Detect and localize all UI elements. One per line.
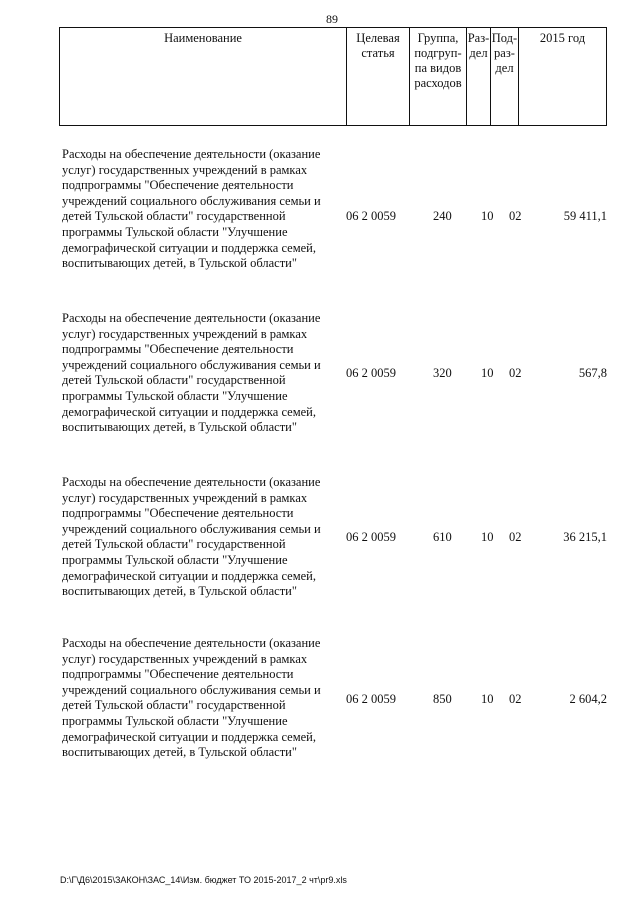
footer-file-path: D:\Г\Д6\2015\ЗАКОН\ЗАС_14\Изм. бюджет ТО 2015-2017_2 чт\pr9.xls [60,875,347,885]
header-group-line: расходов [414,76,462,90]
row-section: 10 [481,366,494,380]
header-expense-group [409,28,466,125]
row-amount: 567,8 [578,366,607,380]
row-name: Расходы на обеспечение деятельности (оказание услуг) государственных учреждений в рамках подпрограммы "Обеспечение деятельности учреждений социального обслуживания семьи и детей Тульской области" государственной программы Тульской области "Улучшение демографической ситуации и поддержка семей, воспитывающих детей, в Тульской области" [62,475,321,599]
header-section-line: дел [469,46,488,60]
header-target-line: статья [361,46,395,60]
row-expense-group: 610 [433,530,452,544]
header-target-line: Целевая [356,31,400,45]
page-number: 89 [326,12,338,26]
header-target-article [346,28,409,125]
row-amount: 59 411,1 [563,209,607,223]
table-header [59,27,607,126]
row-amount: 36 215,1 [563,530,607,544]
header-group-line: па видов [414,61,462,75]
row-section: 10 [481,692,494,706]
row-expense-group: 320 [433,366,452,380]
header-group-line: подгруп- [414,46,462,60]
row-section: 10 [481,530,494,544]
header-subsection-line: раз- [494,46,515,60]
row-section: 10 [481,209,494,223]
row-subsection: 02 [509,692,522,706]
row-target-code: 06 2 0059 [346,692,396,706]
header-section [466,28,490,125]
row-name: Расходы на обеспечение деятельности (оказание услуг) государственных учреждений в рамках подпрограммы "Обеспечение деятельности учреждений социального обслуживания семьи и детей Тульской области" государственной программы Тульской области "Улучшение демографической ситуации и поддержка семей, воспитывающих детей, в Тульской области" [62,147,321,271]
row-subsection: 02 [509,530,522,544]
header-group-line: Группа, [417,31,459,45]
row-name: Расходы на обеспечение деятельности (оказание услуг) государственных учреждений в рамках подпрограммы "Обеспечение деятельности учреждений социального обслуживания семьи и детей Тульской области" государственной программы Тульской области "Улучшение демографической ситуации и поддержка семей, воспитывающих детей, в Тульской области" [62,636,321,760]
row-expense-group: 240 [433,209,452,223]
row-subsection: 02 [509,209,522,223]
header-subsection-line: дел [495,61,514,75]
row-amount: 2 604,2 [569,692,607,706]
header-year: 2015 год [518,28,606,125]
row-target-code: 06 2 0059 [346,530,396,544]
header-name: Наименование [164,31,242,45]
row-name: Расходы на обеспечение деятельности (оказание услуг) государственных учреждений в рамках подпрограммы "Обеспечение деятельности учреждений социального обслуживания семьи и детей Тульской области" государственной программы Тульской области "Улучшение демографической ситуации и поддержка семей, воспитывающих детей, в Тульской области" [62,311,321,435]
row-expense-group: 850 [433,692,452,706]
row-subsection: 02 [509,366,522,380]
row-target-code: 06 2 0059 [346,209,396,223]
row-target-code: 06 2 0059 [346,366,396,380]
header-subsection [490,28,518,125]
header-subsection-line: Под- [491,31,518,45]
header-section-line: Раз- [467,31,490,45]
